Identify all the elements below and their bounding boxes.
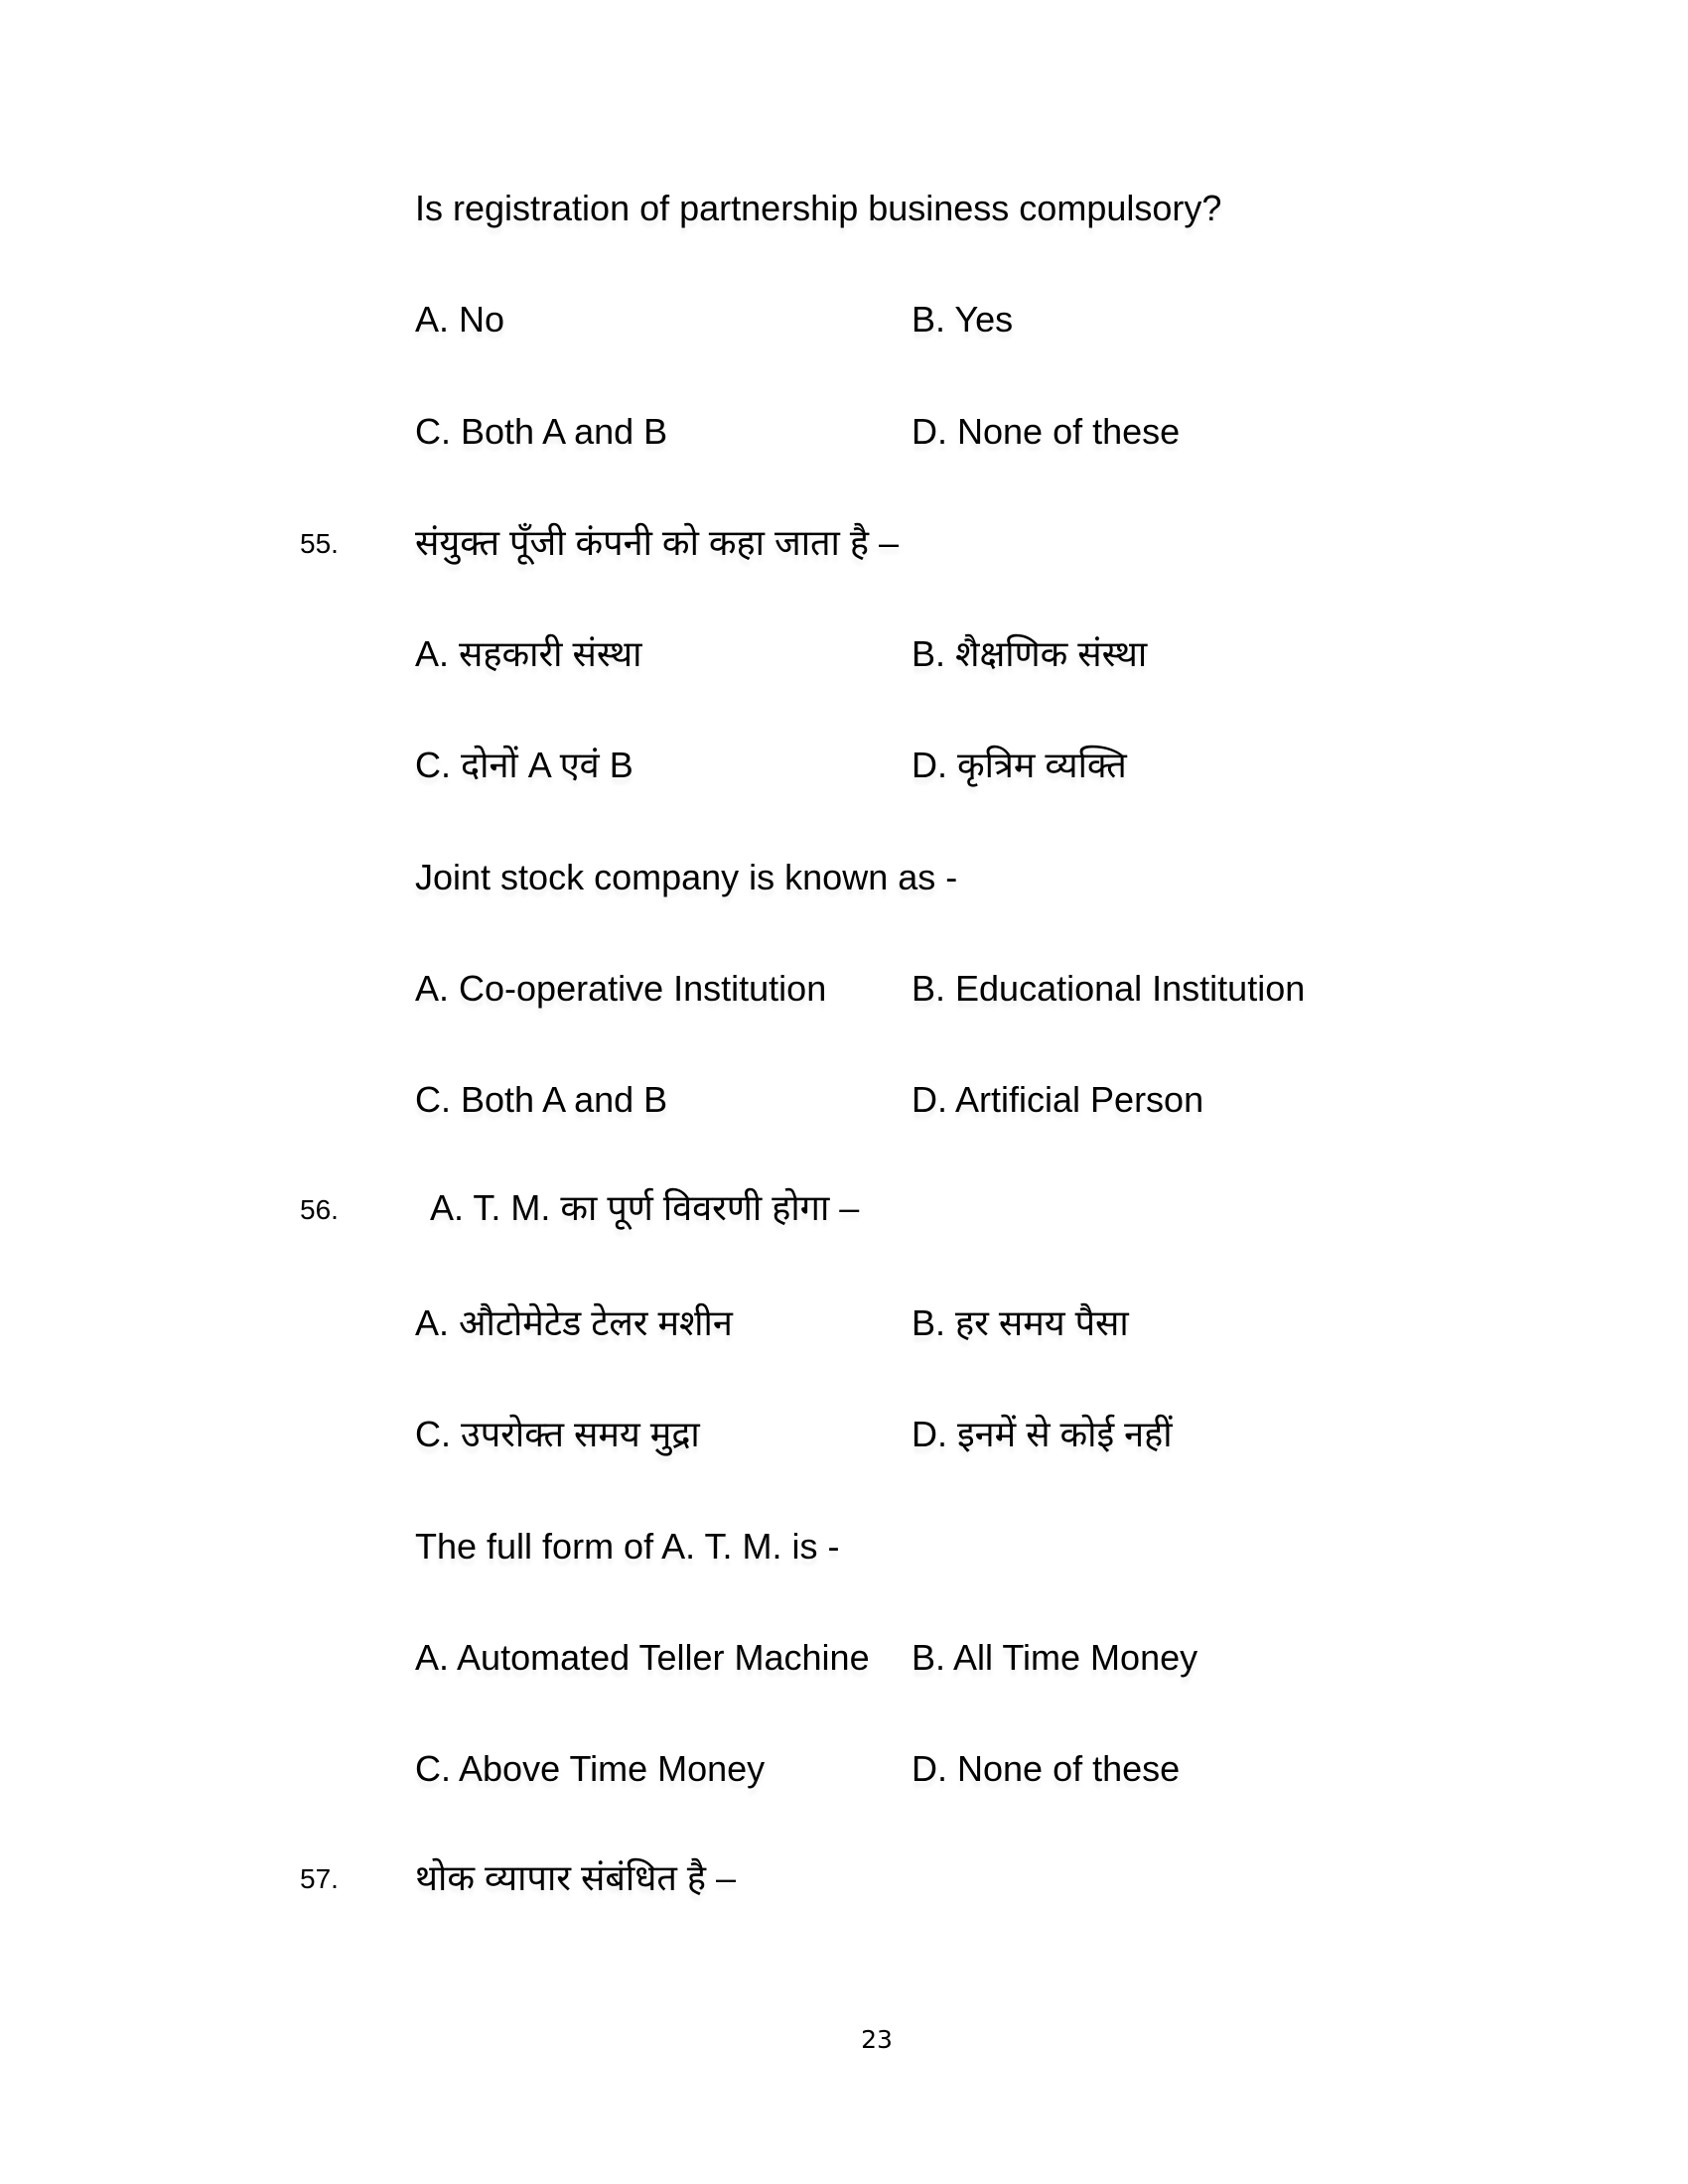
question-55-english-option-d: D. Artificial Person: [912, 1079, 1204, 1120]
question-55-english-option-a: A. Co-operative Institution: [415, 968, 827, 1009]
question-55-hindi-option-c: C. दोनों A एवं B: [415, 745, 633, 785]
question-55-english-stem: Joint stock company is known as -: [415, 857, 958, 897]
question-56-hindi-stem: A. T. M. का पूर्ण विवरणी होगा –: [430, 1187, 860, 1228]
question-55-hindi-option-a: A. सहकारी संस्था: [415, 633, 642, 674]
question-56-english-option-d: D. None of these: [912, 1748, 1181, 1789]
question-56-english-option-b: B. All Time Money: [912, 1637, 1198, 1678]
question-55-hindi-option-b: B. शैक्षणिक संस्था: [912, 633, 1148, 674]
question-56-hindi-option-b: B. हर समय पैसा: [912, 1302, 1129, 1343]
question-56-hindi-option-a: A. औटोमेटेड टेलर मशीन: [415, 1302, 733, 1343]
question-56-english-option-c: C. Above Time Money: [415, 1748, 766, 1789]
question-54-option-d: D. None of these: [912, 411, 1181, 452]
question-54-english-stem: Is registration of partnership business compulsory?: [415, 188, 1222, 228]
question-57-hindi-stem: थोक व्यापार संबंधित है –: [415, 1857, 737, 1898]
question-54-option-a: A. No: [415, 299, 505, 340]
question-57-number: 57.: [300, 1863, 339, 1894]
question-56-hindi-option-d: D. इनमें से कोई नहीं: [912, 1414, 1173, 1454]
question-54-option-c: C. Both A and B: [415, 411, 668, 452]
question-56-hindi-option-c: C. उपरोक्त समय मुद्रा: [415, 1414, 700, 1454]
question-55-hindi-option-d: D. कृत्रिम व्यक्ति: [912, 745, 1127, 785]
question-55-hindi-stem: संयुक्त पूँजी कंपनी को कहा जाता है –: [415, 522, 900, 563]
question-55-english-option-b: B. Educational Institution: [912, 968, 1306, 1009]
question-55-number: 55.: [300, 528, 339, 559]
question-56-english-stem: The full form of A. T. M. is -: [415, 1526, 840, 1567]
question-56-number: 56.: [300, 1194, 339, 1225]
question-56-english-option-a: A. Automated Teller Machine: [415, 1637, 870, 1678]
question-55-english-option-c: C. Both A and B: [415, 1079, 668, 1120]
question-54-option-b: B. Yes: [912, 299, 1014, 340]
page-number: 23: [861, 2025, 893, 2054]
